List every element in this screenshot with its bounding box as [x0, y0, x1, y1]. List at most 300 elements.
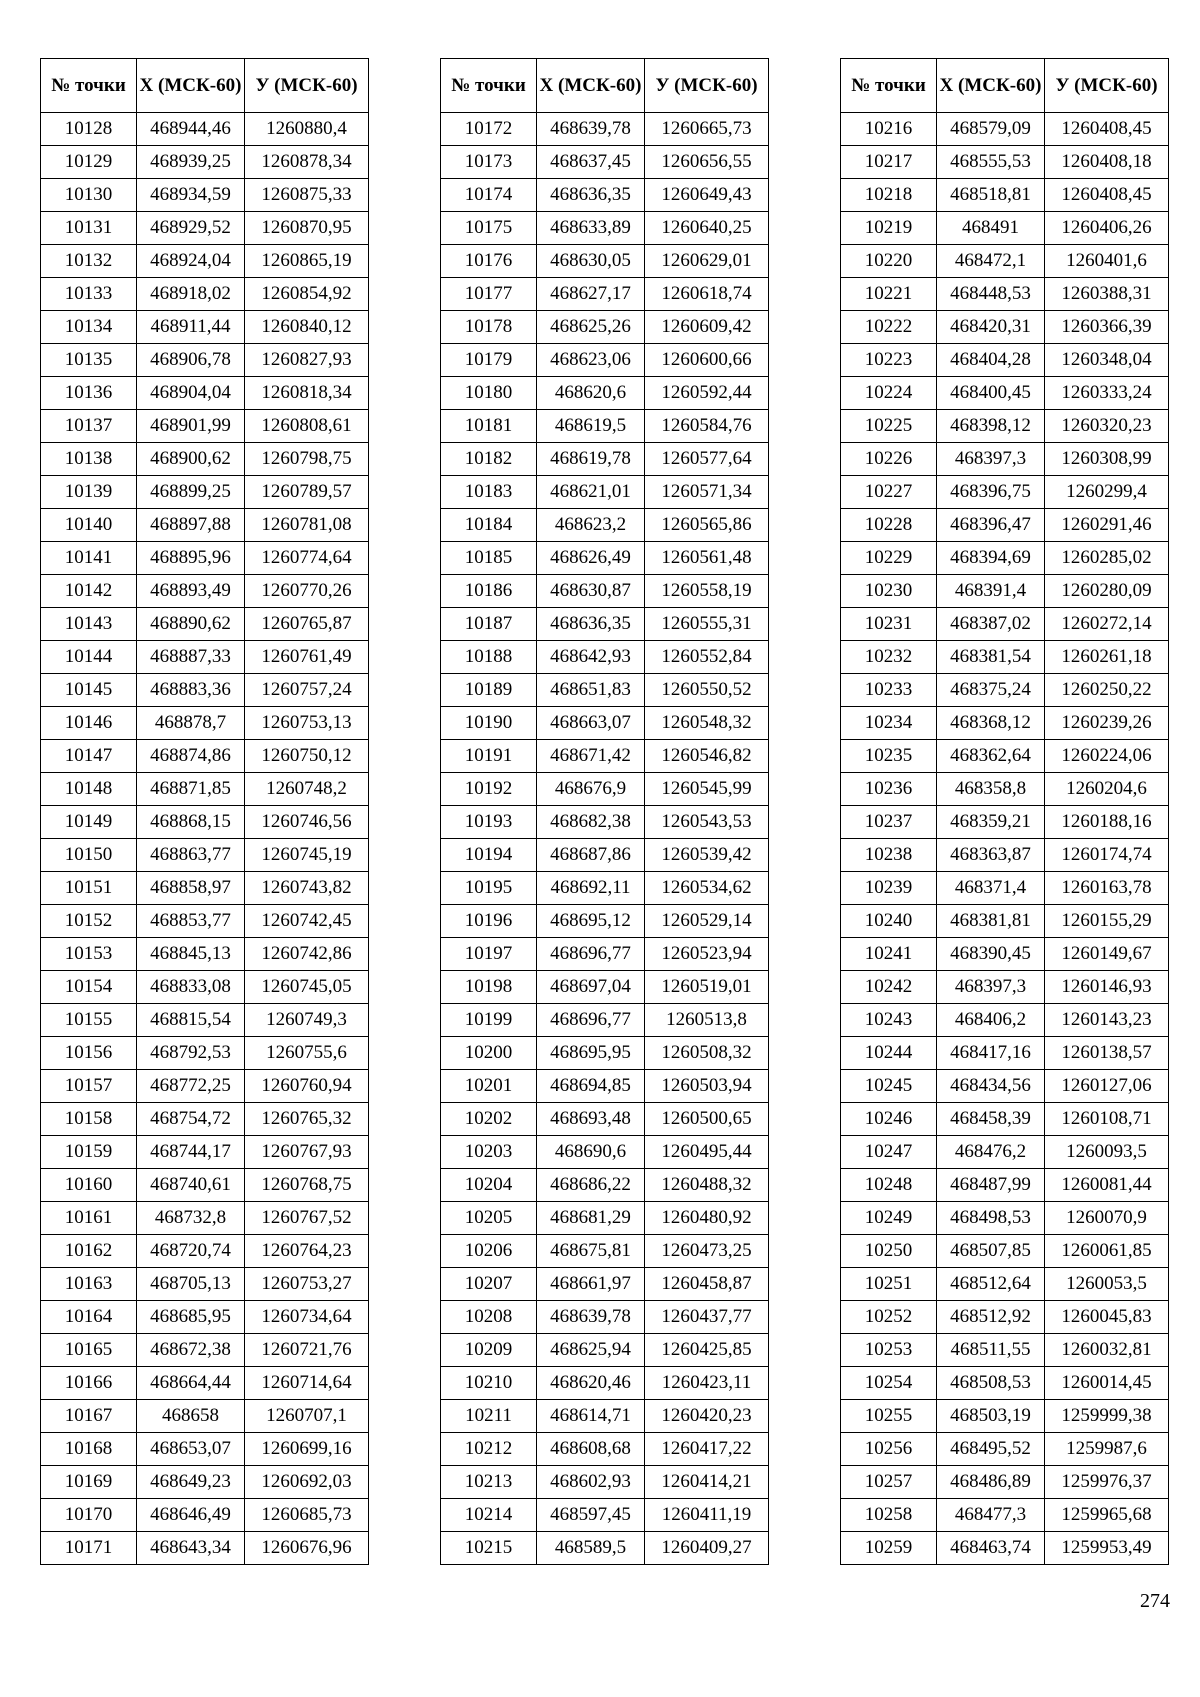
- table-row: [841, 377, 1169, 410]
- cell-y-coordinate: 1260745,19: [245, 839, 369, 872]
- cell-x-coordinate: 468696,77: [537, 938, 645, 971]
- table-row: [841, 839, 1169, 872]
- table-row: [41, 1301, 369, 1334]
- cell-x-coordinate: 468448,53: [937, 278, 1045, 311]
- cell-y-coordinate: 1260665,73: [645, 113, 769, 146]
- table-row: [841, 410, 1169, 443]
- cell-x-coordinate: 468397,3: [937, 443, 1045, 476]
- cell-x-coordinate: 468643,34: [137, 1532, 245, 1565]
- cell-y-coordinate: 1260707,1: [245, 1400, 369, 1433]
- cell-y-coordinate: 1260045,83: [1045, 1301, 1169, 1334]
- cell-x-coordinate: 468690,6: [537, 1136, 645, 1169]
- table-row: [841, 1202, 1169, 1235]
- cell-y-coordinate: 1259965,68: [1045, 1499, 1169, 1532]
- cell-x-coordinate: 468498,53: [937, 1202, 1045, 1235]
- cell-y-coordinate: 1260755,6: [245, 1037, 369, 1070]
- cell-point-number: 10148: [41, 773, 137, 806]
- header-point-number: № точки: [441, 59, 537, 113]
- cell-point-number: 10227: [841, 476, 937, 509]
- cell-x-coordinate: 468929,52: [137, 212, 245, 245]
- cell-point-number: 10180: [441, 377, 537, 410]
- cell-y-coordinate: 1260555,31: [645, 608, 769, 641]
- cell-point-number: 10204: [441, 1169, 537, 1202]
- cell-point-number: 10188: [441, 641, 537, 674]
- table-row: [441, 344, 769, 377]
- cell-y-coordinate: 1260174,74: [1045, 839, 1169, 872]
- cell-x-coordinate: 468394,69: [937, 542, 1045, 575]
- cell-y-coordinate: 1260320,23: [1045, 410, 1169, 443]
- cell-y-coordinate: 1260503,94: [645, 1070, 769, 1103]
- cell-y-coordinate: 1260417,22: [645, 1433, 769, 1466]
- cell-point-number: 10146: [41, 707, 137, 740]
- table-row: [41, 245, 369, 278]
- cell-point-number: 10200: [441, 1037, 537, 1070]
- cell-x-coordinate: 468744,17: [137, 1136, 245, 1169]
- cell-y-coordinate: 1260840,12: [245, 311, 369, 344]
- cell-point-number: 10195: [441, 872, 537, 905]
- cell-x-coordinate: 468695,95: [537, 1037, 645, 1070]
- cell-y-coordinate: 1260870,95: [245, 212, 369, 245]
- cell-y-coordinate: 1260880,4: [245, 113, 369, 146]
- cell-point-number: 10249: [841, 1202, 937, 1235]
- table-row: [441, 1004, 769, 1037]
- cell-point-number: 10157: [41, 1070, 137, 1103]
- cell-y-coordinate: 1260764,23: [245, 1235, 369, 1268]
- cell-y-coordinate: 1260609,42: [645, 311, 769, 344]
- table-row: [841, 707, 1169, 740]
- cell-x-coordinate: 468897,88: [137, 509, 245, 542]
- cell-point-number: 10213: [441, 1466, 537, 1499]
- table-row: [841, 872, 1169, 905]
- table-row: [841, 1433, 1169, 1466]
- cell-point-number: 10212: [441, 1433, 537, 1466]
- cell-y-coordinate: 1260714,64: [245, 1367, 369, 1400]
- cell-point-number: 10131: [41, 212, 137, 245]
- cell-y-coordinate: 1260108,71: [1045, 1103, 1169, 1136]
- table-row: [841, 1235, 1169, 1268]
- cell-x-coordinate: 468911,44: [137, 311, 245, 344]
- cell-y-coordinate: 1260204,6: [1045, 773, 1169, 806]
- cell-point-number: 10255: [841, 1400, 937, 1433]
- cell-y-coordinate: 1260408,45: [1045, 179, 1169, 212]
- table-row: [41, 938, 369, 971]
- table-row: [441, 608, 769, 641]
- cell-point-number: 10242: [841, 971, 937, 1004]
- cell-x-coordinate: 468602,93: [537, 1466, 645, 1499]
- cell-x-coordinate: 468511,55: [937, 1334, 1045, 1367]
- cell-point-number: 10177: [441, 278, 537, 311]
- cell-y-coordinate: 1260239,26: [1045, 707, 1169, 740]
- cell-y-coordinate: 1260765,87: [245, 608, 369, 641]
- cell-y-coordinate: 1260529,14: [645, 905, 769, 938]
- cell-point-number: 10232: [841, 641, 937, 674]
- cell-x-coordinate: 468696,77: [537, 1004, 645, 1037]
- table-row: [441, 872, 769, 905]
- cell-y-coordinate: 1260743,82: [245, 872, 369, 905]
- table-row: [41, 641, 369, 674]
- table-row: [41, 1532, 369, 1565]
- cell-x-coordinate: 468391,4: [937, 575, 1045, 608]
- cell-point-number: 10234: [841, 707, 937, 740]
- cell-x-coordinate: 468883,36: [137, 674, 245, 707]
- table-row: [441, 1466, 769, 1499]
- cell-x-coordinate: 468658: [137, 1400, 245, 1433]
- table-row: [441, 839, 769, 872]
- cell-y-coordinate: 1260685,73: [245, 1499, 369, 1532]
- cell-x-coordinate: 468621,01: [537, 476, 645, 509]
- cell-x-coordinate: 468625,94: [537, 1334, 645, 1367]
- cell-x-coordinate: 468671,42: [537, 740, 645, 773]
- cell-y-coordinate: 1260760,94: [245, 1070, 369, 1103]
- cell-point-number: 10184: [441, 509, 537, 542]
- cell-point-number: 10231: [841, 608, 937, 641]
- cell-y-coordinate: 1260261,18: [1045, 641, 1169, 674]
- table-row: [41, 113, 369, 146]
- cell-point-number: 10214: [441, 1499, 537, 1532]
- cell-y-coordinate: 1260592,44: [645, 377, 769, 410]
- cell-point-number: 10257: [841, 1466, 937, 1499]
- cell-point-number: 10199: [441, 1004, 537, 1037]
- table-row: [41, 608, 369, 641]
- cell-y-coordinate: 1260854,92: [245, 278, 369, 311]
- cell-point-number: 10254: [841, 1367, 937, 1400]
- table-row: [441, 938, 769, 971]
- cell-point-number: 10150: [41, 839, 137, 872]
- table-row: [41, 773, 369, 806]
- cell-x-coordinate: 468619,5: [537, 410, 645, 443]
- cell-point-number: 10169: [41, 1466, 137, 1499]
- cell-x-coordinate: 468397,3: [937, 971, 1045, 1004]
- cell-x-coordinate: 468686,22: [537, 1169, 645, 1202]
- table-row: [441, 410, 769, 443]
- cell-x-coordinate: 468651,83: [537, 674, 645, 707]
- table-row: [841, 1301, 1169, 1334]
- cell-x-coordinate: 468512,64: [937, 1268, 1045, 1301]
- table-row: [841, 245, 1169, 278]
- table-row: [841, 1103, 1169, 1136]
- table-row: [841, 113, 1169, 146]
- table-row: [441, 707, 769, 740]
- cell-x-coordinate: 468619,78: [537, 443, 645, 476]
- cell-point-number: 10208: [441, 1301, 537, 1334]
- cell-x-coordinate: 468381,81: [937, 905, 1045, 938]
- cell-point-number: 10145: [41, 674, 137, 707]
- cell-x-coordinate: 468939,25: [137, 146, 245, 179]
- cell-x-coordinate: 468420,31: [937, 311, 1045, 344]
- table-row: [441, 1433, 769, 1466]
- cell-x-coordinate: 468390,45: [937, 938, 1045, 971]
- cell-y-coordinate: 1260523,94: [645, 938, 769, 971]
- cell-point-number: 10175: [441, 212, 537, 245]
- cell-x-coordinate: 468362,64: [937, 740, 1045, 773]
- table-row: [441, 245, 769, 278]
- table-row: [41, 1499, 369, 1532]
- cell-x-coordinate: 468387,02: [937, 608, 1045, 641]
- cell-x-coordinate: 468681,29: [537, 1202, 645, 1235]
- cell-y-coordinate: 1260808,61: [245, 410, 369, 443]
- cell-x-coordinate: 468720,74: [137, 1235, 245, 1268]
- cell-y-coordinate: 1260798,75: [245, 443, 369, 476]
- cell-x-coordinate: 468417,16: [937, 1037, 1045, 1070]
- cell-x-coordinate: 468672,38: [137, 1334, 245, 1367]
- cell-y-coordinate: 1260411,19: [645, 1499, 769, 1532]
- cell-x-coordinate: 468398,12: [937, 410, 1045, 443]
- cell-point-number: 10224: [841, 377, 937, 410]
- cell-x-coordinate: 468906,78: [137, 344, 245, 377]
- cell-x-coordinate: 468895,96: [137, 542, 245, 575]
- table-row: [441, 1169, 769, 1202]
- cell-y-coordinate: 1260640,25: [645, 212, 769, 245]
- cell-x-coordinate: 468463,74: [937, 1532, 1045, 1565]
- cell-y-coordinate: 1260875,33: [245, 179, 369, 212]
- table-row: [841, 1169, 1169, 1202]
- cell-point-number: 10247: [841, 1136, 937, 1169]
- table-row: [441, 311, 769, 344]
- cell-x-coordinate: 468874,86: [137, 740, 245, 773]
- cell-y-coordinate: 1260032,81: [1045, 1334, 1169, 1367]
- header-x-coordinate: X (МСК-60): [937, 59, 1045, 113]
- cell-y-coordinate: 1260291,46: [1045, 509, 1169, 542]
- cell-point-number: 10194: [441, 839, 537, 872]
- cell-x-coordinate: 468597,45: [537, 1499, 645, 1532]
- cell-point-number: 10237: [841, 806, 937, 839]
- table-row: [41, 707, 369, 740]
- cell-y-coordinate: 1260558,19: [645, 575, 769, 608]
- cell-point-number: 10168: [41, 1433, 137, 1466]
- cell-y-coordinate: 1260629,01: [645, 245, 769, 278]
- cell-x-coordinate: 468359,21: [937, 806, 1045, 839]
- cell-x-coordinate: 468732,8: [137, 1202, 245, 1235]
- table-row: [841, 1268, 1169, 1301]
- cell-y-coordinate: 1260272,14: [1045, 608, 1169, 641]
- table-row: [441, 212, 769, 245]
- cell-point-number: 10226: [841, 443, 937, 476]
- header-x-coordinate: X (МСК-60): [537, 59, 645, 113]
- cell-point-number: 10229: [841, 542, 937, 575]
- cell-y-coordinate: 1260757,24: [245, 674, 369, 707]
- cell-y-coordinate: 1260765,32: [245, 1103, 369, 1136]
- cell-x-coordinate: 468363,87: [937, 839, 1045, 872]
- cell-point-number: 10160: [41, 1169, 137, 1202]
- table-row: [41, 740, 369, 773]
- cell-x-coordinate: 468512,92: [937, 1301, 1045, 1334]
- cell-y-coordinate: 1260584,76: [645, 410, 769, 443]
- cell-x-coordinate: 468694,85: [537, 1070, 645, 1103]
- cell-y-coordinate: 1259976,37: [1045, 1466, 1169, 1499]
- header-y-coordinate: У (МСК-60): [645, 59, 769, 113]
- cell-y-coordinate: 1260878,34: [245, 146, 369, 179]
- coordinates-table-3: [840, 58, 1169, 1565]
- cell-point-number: 10172: [441, 113, 537, 146]
- table-row: [441, 443, 769, 476]
- table-row: [841, 476, 1169, 509]
- cell-point-number: 10192: [441, 773, 537, 806]
- cell-y-coordinate: 1260414,21: [645, 1466, 769, 1499]
- cell-y-coordinate: 1260406,26: [1045, 212, 1169, 245]
- cell-point-number: 10142: [41, 575, 137, 608]
- table-row: [841, 773, 1169, 806]
- cell-y-coordinate: 1260163,78: [1045, 872, 1169, 905]
- cell-x-coordinate: 468697,04: [537, 971, 645, 1004]
- cell-point-number: 10144: [41, 641, 137, 674]
- cell-x-coordinate: 468630,05: [537, 245, 645, 278]
- cell-y-coordinate: 1260742,86: [245, 938, 369, 971]
- cell-point-number: 10156: [41, 1037, 137, 1070]
- cell-x-coordinate: 468901,99: [137, 410, 245, 443]
- cell-point-number: 10215: [441, 1532, 537, 1565]
- cell-x-coordinate: 468792,53: [137, 1037, 245, 1070]
- table-row: [441, 1235, 769, 1268]
- table-row: [841, 1037, 1169, 1070]
- cell-y-coordinate: 1259987,6: [1045, 1433, 1169, 1466]
- table-row: [441, 377, 769, 410]
- table-row: [41, 344, 369, 377]
- cell-x-coordinate: 468858,97: [137, 872, 245, 905]
- cell-x-coordinate: 468918,02: [137, 278, 245, 311]
- table-row: [441, 1136, 769, 1169]
- cell-y-coordinate: 1260750,12: [245, 740, 369, 773]
- table-row: [841, 674, 1169, 707]
- cell-point-number: 10140: [41, 509, 137, 542]
- table-row: [41, 1433, 369, 1466]
- cell-y-coordinate: 1260409,27: [645, 1532, 769, 1565]
- table-row: [441, 179, 769, 212]
- cell-y-coordinate: 1260767,93: [245, 1136, 369, 1169]
- table-row: [841, 1466, 1169, 1499]
- table-row: [41, 575, 369, 608]
- table-row: [41, 872, 369, 905]
- cell-x-coordinate: 468863,77: [137, 839, 245, 872]
- cell-point-number: 10164: [41, 1301, 137, 1334]
- table-row: [441, 146, 769, 179]
- cell-y-coordinate: 1260770,26: [245, 575, 369, 608]
- cell-y-coordinate: 1260285,02: [1045, 542, 1169, 575]
- cell-point-number: 10173: [441, 146, 537, 179]
- cell-x-coordinate: 468406,2: [937, 1004, 1045, 1037]
- cell-x-coordinate: 468371,4: [937, 872, 1045, 905]
- cell-point-number: 10139: [41, 476, 137, 509]
- table-row: [41, 971, 369, 1004]
- table-row: [41, 278, 369, 311]
- table-row: [441, 1103, 769, 1136]
- table-row: [41, 1169, 369, 1202]
- table-header-row: [841, 59, 1169, 113]
- cell-y-coordinate: 1260053,5: [1045, 1268, 1169, 1301]
- table-row: [41, 1466, 369, 1499]
- cell-x-coordinate: 468630,87: [537, 575, 645, 608]
- cell-x-coordinate: 468508,53: [937, 1367, 1045, 1400]
- table-row: [841, 1334, 1169, 1367]
- table-row: [41, 839, 369, 872]
- cell-y-coordinate: 1260127,06: [1045, 1070, 1169, 1103]
- cell-y-coordinate: 1260280,09: [1045, 575, 1169, 608]
- cell-point-number: 10163: [41, 1268, 137, 1301]
- cell-y-coordinate: 1260437,77: [645, 1301, 769, 1334]
- cell-y-coordinate: 1260546,82: [645, 740, 769, 773]
- cell-point-number: 10187: [441, 608, 537, 641]
- cell-point-number: 10193: [441, 806, 537, 839]
- cell-point-number: 10256: [841, 1433, 937, 1466]
- table-row: [441, 476, 769, 509]
- table-row: [841, 542, 1169, 575]
- table-row: [41, 1235, 369, 1268]
- cell-y-coordinate: 1260753,13: [245, 707, 369, 740]
- cell-point-number: 10159: [41, 1136, 137, 1169]
- cell-point-number: 10133: [41, 278, 137, 311]
- cell-x-coordinate: 468845,13: [137, 938, 245, 971]
- cell-x-coordinate: 468620,6: [537, 377, 645, 410]
- cell-x-coordinate: 468636,35: [537, 608, 645, 641]
- cell-point-number: 10259: [841, 1532, 937, 1565]
- cell-y-coordinate: 1260401,6: [1045, 245, 1169, 278]
- table-row: [441, 674, 769, 707]
- table-row: [41, 1037, 369, 1070]
- cell-x-coordinate: 468833,08: [137, 971, 245, 1004]
- table-row: [841, 443, 1169, 476]
- table-row: [841, 1136, 1169, 1169]
- cell-y-coordinate: 1260348,04: [1045, 344, 1169, 377]
- cell-point-number: 10166: [41, 1367, 137, 1400]
- cell-y-coordinate: 1260761,49: [245, 641, 369, 674]
- cell-y-coordinate: 1260308,99: [1045, 443, 1169, 476]
- table-row: [841, 344, 1169, 377]
- cell-y-coordinate: 1260366,39: [1045, 311, 1169, 344]
- cell-point-number: 10178: [441, 311, 537, 344]
- table-row: [841, 509, 1169, 542]
- cell-x-coordinate: 468853,77: [137, 905, 245, 938]
- cell-point-number: 10170: [41, 1499, 137, 1532]
- cell-x-coordinate: 468627,17: [537, 278, 645, 311]
- table-row: [41, 1268, 369, 1301]
- cell-x-coordinate: 468639,78: [537, 1301, 645, 1334]
- cell-y-coordinate: 1260143,23: [1045, 1004, 1169, 1037]
- table-row: [841, 1400, 1169, 1433]
- cell-x-coordinate: 468396,75: [937, 476, 1045, 509]
- cell-y-coordinate: 1260618,74: [645, 278, 769, 311]
- cell-y-coordinate: 1260513,8: [645, 1004, 769, 1037]
- table-row: [841, 278, 1169, 311]
- table-row: [441, 1367, 769, 1400]
- cell-x-coordinate: 468633,89: [537, 212, 645, 245]
- cell-y-coordinate: 1260767,52: [245, 1202, 369, 1235]
- cell-x-coordinate: 468676,9: [537, 773, 645, 806]
- cell-point-number: 10225: [841, 410, 937, 443]
- cell-point-number: 10181: [441, 410, 537, 443]
- table-row: [841, 608, 1169, 641]
- cell-x-coordinate: 468375,24: [937, 674, 1045, 707]
- table-row: [41, 806, 369, 839]
- cell-y-coordinate: 1260508,32: [645, 1037, 769, 1070]
- cell-x-coordinate: 468491: [937, 212, 1045, 245]
- table-row: [41, 1136, 369, 1169]
- cell-x-coordinate: 468924,04: [137, 245, 245, 278]
- table-row: [41, 905, 369, 938]
- cell-point-number: 10152: [41, 905, 137, 938]
- cell-point-number: 10143: [41, 608, 137, 641]
- cell-point-number: 10151: [41, 872, 137, 905]
- cell-point-number: 10153: [41, 938, 137, 971]
- cell-y-coordinate: 1260545,99: [645, 773, 769, 806]
- cell-point-number: 10218: [841, 179, 937, 212]
- cell-point-number: 10171: [41, 1532, 137, 1565]
- cell-point-number: 10221: [841, 278, 937, 311]
- cell-point-number: 10233: [841, 674, 937, 707]
- cell-point-number: 10202: [441, 1103, 537, 1136]
- cell-y-coordinate: 1260656,55: [645, 146, 769, 179]
- cell-point-number: 10245: [841, 1070, 937, 1103]
- cell-point-number: 10174: [441, 179, 537, 212]
- cell-point-number: 10176: [441, 245, 537, 278]
